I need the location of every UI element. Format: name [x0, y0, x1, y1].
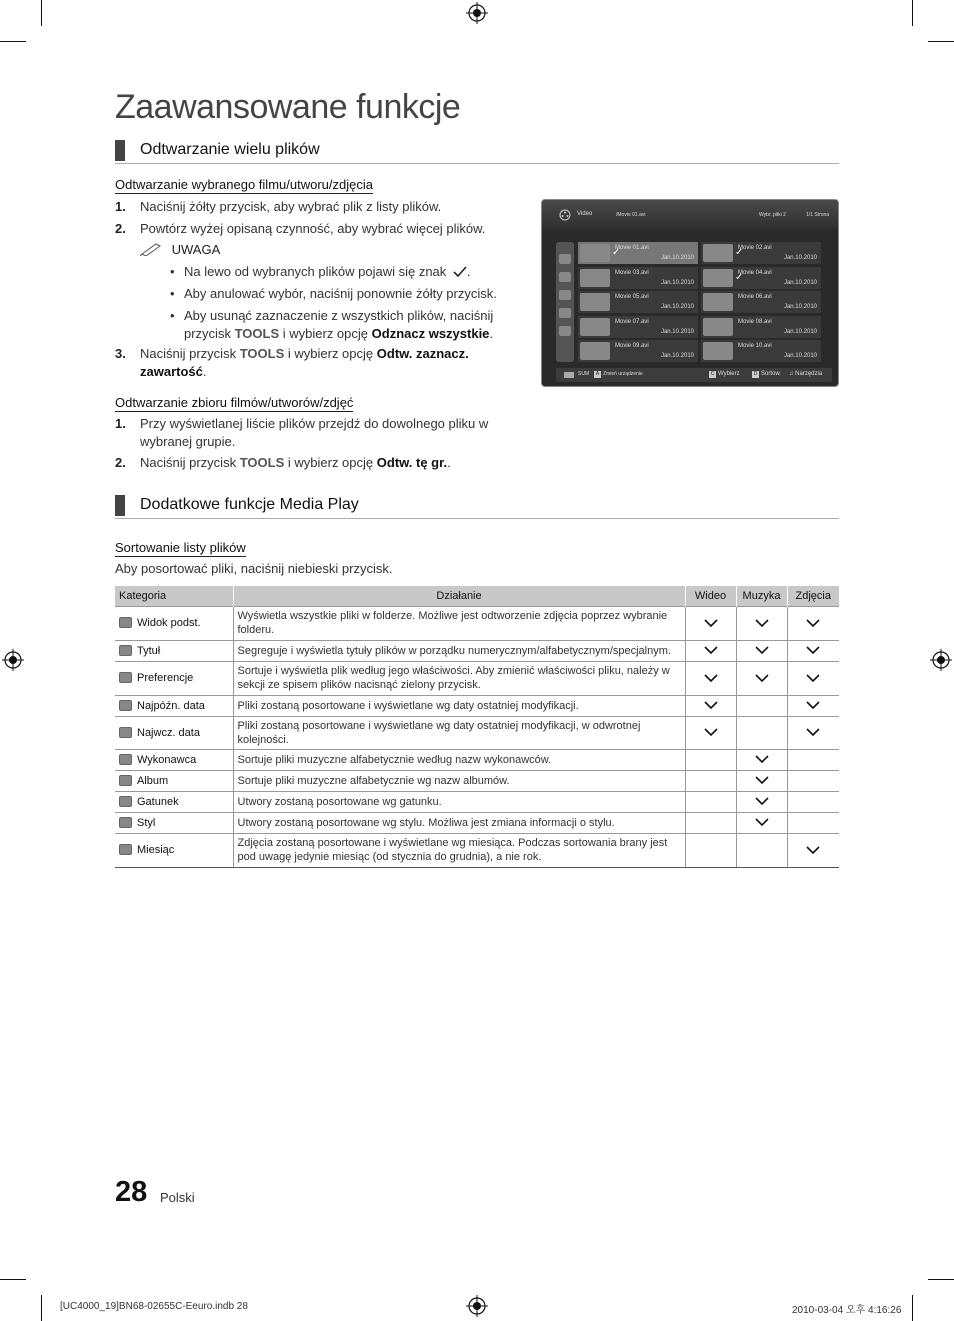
category-label: Najpóźn. data	[137, 699, 205, 712]
file-name: Movie 01.avi	[615, 245, 649, 251]
device-icon	[564, 372, 574, 378]
title-icon	[559, 272, 571, 282]
header-action: Działanie	[233, 586, 685, 606]
film-reel-icon	[559, 209, 571, 221]
tv-file-item[interactable]	[701, 291, 821, 313]
crop-mark	[0, 41, 26, 42]
photo-support-cell	[787, 812, 839, 833]
tv-file-item[interactable]	[578, 242, 698, 264]
tv-file-item[interactable]	[578, 316, 698, 338]
category-label: Wykonawca	[137, 753, 197, 766]
tv-file-item[interactable]	[578, 291, 698, 313]
step-3: 3. Naciśnij przycisk TOOLS i wybierz opcję Odtw. zaznacz. zawartość.	[115, 346, 469, 379]
category-icon	[119, 796, 132, 807]
tv-file-item[interactable]	[701, 242, 821, 264]
crop-mark	[41, 1295, 42, 1321]
file-date: Jan.10.2010	[783, 255, 817, 261]
category-cell	[115, 812, 233, 833]
category-label: Miesiąc	[137, 844, 175, 856]
check-mark-icon	[737, 776, 787, 785]
registration-mark-icon	[466, 1295, 488, 1317]
step-text: Naciśnij żółty przycisk, aby wybrać plik z listy plików.	[140, 199, 442, 214]
category-cell	[115, 770, 233, 791]
category-icon	[119, 754, 132, 765]
tv-file-item[interactable]	[701, 340, 821, 362]
file-name: Movie 07.avi	[615, 318, 649, 325]
bullet-text: i wybierz opcję	[282, 326, 369, 341]
note-bullet: • Aby usunąć zaznaczenie z wszystkich plików, naciśnij przycisk TOOLS i wybierz opcję Odznacz wszystkie.	[170, 308, 494, 341]
section-title: Odtwarzanie wielu plików	[140, 141, 320, 158]
file-name: Movie 10.avi	[738, 343, 772, 349]
step-number: 2.	[115, 221, 126, 236]
header-photo: Zdjęcia	[787, 586, 839, 606]
check-mark-icon	[788, 701, 840, 710]
table-row	[115, 791, 839, 812]
file-thumbnail	[580, 318, 610, 336]
file-name: Movie 05.avi	[615, 294, 649, 300]
music-support-cell	[736, 770, 787, 791]
category-icon	[119, 645, 132, 656]
artist-icon	[559, 326, 571, 336]
tv-file-item[interactable]	[701, 267, 821, 289]
crop-mark	[0, 1279, 26, 1280]
sort-table	[115, 586, 839, 868]
step-2: 2. Naciśnij przycisk TOOLS i wybierz opcję Odtw. tę gr..	[115, 455, 451, 470]
registration-mark-icon	[466, 2, 488, 24]
table-row	[115, 661, 839, 695]
pencil-note-icon	[140, 242, 162, 256]
file-thumbnail	[703, 293, 733, 311]
file-name: Movie 08.avi	[738, 318, 772, 325]
action-cell: Zdjęcia zostaną posortowane i wyświetlane wg miesiąca. Podczas sortowania brany jest pod uwagę jedynie miesiąc (od stycznia do grudnia), a nie rok.	[233, 833, 685, 867]
subheading-selected-file: Odtwarzanie wybranego filmu/utworu/zdjęcia	[115, 177, 373, 192]
note-bullet: • Na lewo od wybranych plików pojawi się znak .	[170, 264, 471, 279]
bullet-text: Na lewo od wybranych plików pojawi się znak	[184, 264, 447, 279]
page-number: 28	[115, 1176, 148, 1208]
check-mark-icon	[453, 266, 467, 278]
file-name: Movie 09.avi	[615, 343, 649, 349]
table-row	[115, 770, 839, 791]
tools-key-label: TOOLS	[234, 326, 280, 341]
file-date: Jan.10.2010	[660, 328, 694, 335]
section-header-media-play	[115, 495, 839, 519]
tv-file-item[interactable]	[701, 316, 821, 338]
step-text: Naciśnij przycisk	[140, 455, 237, 470]
category-label: Tytuł	[137, 644, 161, 657]
category-icon	[119, 844, 132, 855]
step-1	[115, 198, 515, 216]
category-label: Album	[137, 774, 169, 787]
category-cell	[115, 606, 233, 640]
check-mark-icon	[737, 755, 787, 764]
check-mark-icon	[788, 728, 840, 737]
check-mark-icon	[737, 619, 787, 628]
video-support-cell	[685, 749, 736, 770]
file-name: Movie 03.avi	[615, 269, 649, 276]
tv-footer-select-text: Wybierz	[718, 371, 740, 377]
category-icon	[119, 672, 132, 683]
photo-support-cell	[787, 695, 839, 716]
file-thumbnail	[703, 269, 733, 287]
check-mark-icon	[686, 674, 736, 683]
file-date: Jan.10.2010	[783, 279, 817, 286]
photo-support-cell	[787, 661, 839, 695]
crop-mark	[928, 1279, 954, 1280]
subheading-sort-list: Sortowanie listy plików	[115, 540, 246, 555]
step-number: 1.	[115, 416, 126, 431]
photo-support-cell	[787, 606, 839, 640]
video-support-cell	[685, 606, 736, 640]
calendar-icon	[559, 290, 571, 300]
video-support-cell	[685, 716, 736, 749]
category-cell	[115, 749, 233, 770]
crop-mark	[912, 0, 913, 26]
file-name: Movie 02.avi	[738, 245, 772, 251]
tools-icon: ♫	[789, 371, 796, 377]
page-title: Zaawansowane funkcje	[115, 88, 461, 126]
tv-footer	[556, 368, 832, 382]
category-label: Widok podst.	[137, 617, 201, 629]
action-cell: Utwory zostaną posortowane wg stylu. Możliwa jest zmiana informacji o stylu.	[233, 812, 685, 833]
section-bar	[115, 495, 125, 516]
file-thumbnail	[580, 244, 610, 262]
category-icon	[119, 700, 132, 711]
note-bullet: • Aby anulować wybór, naciśnij ponownie żółty przycisk.	[170, 285, 515, 303]
file-date: Jan.10.2010	[660, 279, 694, 286]
category-cell	[115, 791, 233, 812]
category-cell	[115, 695, 233, 716]
bullet-text: Aby usunąć zaznaczenie z wszystkich plików, naciśnij przycisk	[184, 308, 494, 341]
section-bar	[115, 140, 125, 161]
music-support-cell	[736, 812, 787, 833]
category-label: Styl	[137, 816, 156, 829]
step-2	[115, 220, 515, 238]
note-label: UWAGA	[171, 242, 221, 257]
option-label: Odtw. zaznacz. zawartość	[140, 346, 469, 379]
action-cell: Sortuje pliki muzyczne alfabetycznie według nazw wykonawców.	[233, 749, 685, 770]
photo-support-cell	[787, 716, 839, 749]
music-support-cell	[736, 640, 787, 661]
registration-mark-icon	[2, 649, 24, 671]
action-cell: Segreguje i wyświetla tytuły plików w porządku numerycznym/alfabetycznym/specjalnym.	[233, 640, 685, 661]
check-mark-icon	[788, 619, 840, 628]
file-thumbnail	[703, 342, 733, 360]
tv-page-info: 1/1 Strona	[806, 212, 830, 218]
print-file-info: [UC4000_19]BN68-02655C-Eeuro.indb 28	[60, 1301, 248, 1312]
photo-support-cell	[787, 791, 839, 812]
step-text: Naciśnij przycisk	[140, 346, 237, 361]
tv-footer-device: SUM	[578, 371, 590, 377]
music-support-cell	[736, 661, 787, 695]
tv-sidebar	[556, 242, 574, 362]
category-cell	[115, 833, 233, 867]
folder-icon	[559, 254, 571, 264]
action-cell: Utwory zostaną posortowane wg gatunku.	[233, 791, 685, 812]
file-date: Jan.10.2010	[660, 304, 694, 310]
note-heading	[140, 242, 220, 257]
tv-file-item[interactable]	[578, 267, 698, 289]
step-number: 3.	[115, 346, 126, 361]
header-video: Wideo	[685, 586, 736, 606]
photo-support-cell	[787, 833, 839, 867]
check-mark-icon	[737, 818, 787, 827]
table-row	[115, 716, 839, 749]
video-support-cell	[685, 640, 736, 661]
tv-footer-sort-text: Sortow.	[761, 371, 782, 377]
check-mark-icon	[737, 646, 787, 655]
language-label: Polski	[160, 1190, 195, 1205]
bullet-text: Aby anulować wybór, naciśnij ponownie żółty przycisk.	[184, 286, 497, 301]
a-key: A	[595, 371, 600, 377]
photo-support-cell	[787, 640, 839, 661]
step-text: Powtórz wyżej opisaną czynność, aby wybrać więcej plików.	[140, 221, 486, 236]
check-mark-icon	[686, 728, 736, 737]
option-label: Odtw. tę gr.	[376, 455, 448, 470]
tv-media-play-screenshot	[541, 199, 839, 387]
category-cell	[115, 716, 233, 749]
table-row	[115, 749, 839, 770]
category-cell	[115, 661, 233, 695]
file-thumbnail	[580, 342, 610, 360]
check-mark-icon	[737, 797, 787, 806]
video-support-cell	[685, 791, 736, 812]
tv-footer-tools	[789, 371, 822, 377]
tv-path: /Movie 01.avi	[616, 212, 646, 218]
category-icon	[119, 775, 132, 786]
music-support-cell	[736, 695, 787, 716]
category-label: Preferencje	[137, 672, 194, 684]
tools-key-label: TOOLS	[239, 455, 285, 470]
file-name: Movie 06.avi	[738, 294, 772, 300]
calendar-icon	[559, 308, 571, 318]
file-thumbnail	[703, 244, 733, 262]
table-row	[115, 812, 839, 833]
intro-text: Aby posortować pliki, naciśnij niebieski przycisk.	[115, 561, 393, 576]
registration-mark-icon	[930, 649, 952, 671]
action-cell: Pliki zostaną posortowane i wyświetlane wg daty ostatniej modyfikacji, w odwrotnej kolejności.	[233, 716, 685, 749]
step-number: 1.	[115, 199, 126, 214]
check-mark-icon	[788, 646, 840, 655]
header-category: Kategoria	[115, 586, 233, 606]
category-icon	[119, 617, 132, 628]
category-icon	[119, 817, 132, 828]
file-date: Jan.10.2010	[660, 353, 694, 359]
tv-header-label: Video	[577, 211, 593, 217]
step-1	[115, 415, 505, 451]
file-thumbnail	[580, 293, 610, 311]
music-support-cell	[736, 606, 787, 640]
file-name: Movie 04.avi	[738, 269, 772, 276]
category-icon	[119, 727, 132, 738]
step-text: Przy wyświetlanej liście plików przejdź do dowolnego pliku w wybranej grupie.	[140, 416, 489, 449]
music-support-cell	[736, 791, 787, 812]
subheading-file-group: Odtwarzanie zbioru filmów/utworów/zdjęć	[115, 395, 354, 410]
action-cell: Sortuje pliki muzyczne alfabetycznie wg nazw albumów.	[233, 770, 685, 791]
tv-footer-select	[709, 371, 740, 378]
tv-file-item[interactable]	[578, 340, 698, 362]
check-mark-icon: ✓	[612, 247, 621, 258]
photo-support-cell	[787, 749, 839, 770]
action-cell: Wyświetla wszystkie pliki w folderze. Możliwe jest odtworzenie zdjęcia poprzez wybranie folderu.	[233, 606, 685, 640]
table-row	[115, 606, 839, 640]
crop-mark	[928, 41, 954, 42]
video-support-cell	[685, 812, 736, 833]
option-label: Odznacz wszystkie	[371, 326, 490, 341]
photo-support-cell	[787, 770, 839, 791]
print-date-info: 2010-03-04 오후 4:16:26	[792, 1305, 902, 1316]
step-number: 2.	[115, 455, 126, 470]
header-music: Muzyka	[736, 586, 787, 606]
category-label: Najwcz. data	[137, 726, 200, 739]
file-thumbnail	[580, 269, 610, 287]
action-cell: Sortuje i wyświetla plik według jego właściwości. Aby zmienić właściwości pliku, należy w sekcji ze spisem plików nacisnąć zielony przycisk.	[233, 661, 685, 695]
check-mark-icon	[686, 619, 736, 628]
c-key: C	[710, 371, 715, 377]
check-mark-icon	[686, 646, 736, 655]
step-text: i wybierz opcję	[287, 455, 374, 470]
section-title: Dodatkowe funkcje Media Play	[140, 496, 359, 513]
tv-selected-info: Wybr. pliki 2	[759, 212, 786, 218]
file-date: Jan.10.2010	[783, 304, 817, 310]
tv-footer-sort	[752, 371, 781, 378]
video-support-cell	[685, 661, 736, 695]
video-support-cell	[685, 695, 736, 716]
video-support-cell	[685, 770, 736, 791]
tv-footer-tools-text: Narzędzia	[795, 371, 823, 377]
table-row	[115, 833, 839, 867]
d-key: D	[753, 371, 758, 377]
music-support-cell	[736, 833, 787, 867]
step-text: i wybierz opcję	[287, 346, 374, 361]
crop-mark	[41, 0, 42, 26]
video-support-cell	[685, 833, 736, 867]
table-row	[115, 640, 839, 661]
crop-mark	[912, 1295, 913, 1321]
tv-footer-change	[594, 371, 643, 378]
tv-footer-change-text: Zmień urządzenie	[603, 371, 643, 377]
file-date: Jan.10.2010	[660, 255, 694, 261]
file-thumbnail	[703, 318, 733, 336]
check-mark-icon: ✓	[735, 271, 744, 283]
category-cell	[115, 640, 233, 661]
check-mark-icon	[788, 674, 840, 683]
check-mark-icon	[737, 674, 787, 683]
check-mark-icon: ✓	[735, 247, 744, 258]
check-mark-icon	[686, 701, 736, 710]
action-cell: Pliki zostaną posortowane i wyświetlane wg daty ostatniej modyfikacji.	[233, 695, 685, 716]
section-header-multiple-files	[115, 140, 839, 164]
table-header-row	[115, 586, 839, 606]
file-date: Jan.10.2010	[783, 328, 817, 335]
check-mark-icon	[788, 846, 840, 855]
table-row	[115, 695, 839, 716]
music-support-cell	[736, 716, 787, 749]
music-support-cell	[736, 749, 787, 770]
tools-key-label: TOOLS	[239, 346, 285, 361]
file-date: Jan.10.2010	[783, 353, 817, 359]
category-label: Gatunek	[137, 795, 179, 808]
